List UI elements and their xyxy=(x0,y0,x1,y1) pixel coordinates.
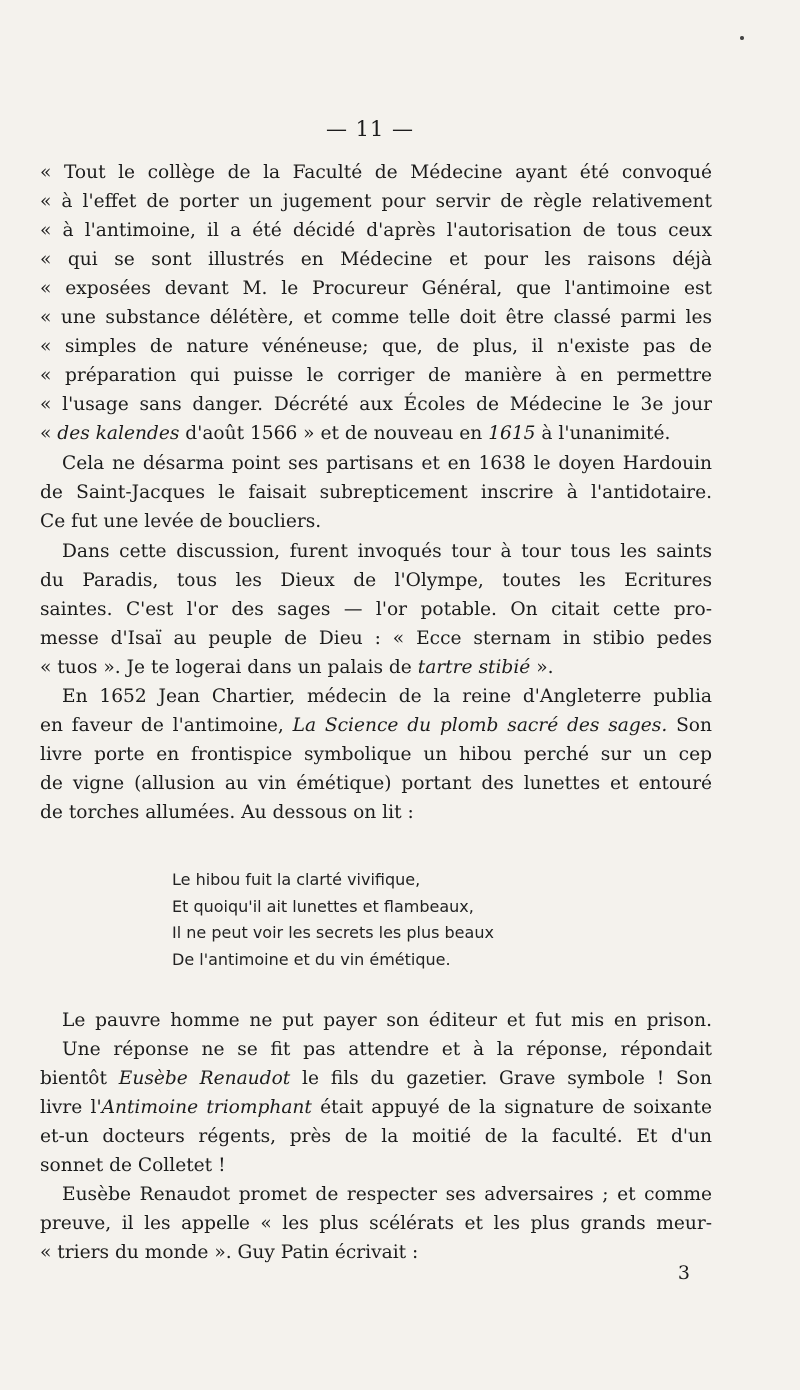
text-line: « à l'effet de porter un jugement pour servir de règle relativement xyxy=(40,191,712,212)
italic-fragment: Antimoine triomphant xyxy=(101,1097,312,1118)
poem xyxy=(172,867,494,973)
text-line: Cela ne désarma point ses partisans et en 1638 le doyen Hardouin xyxy=(62,453,712,474)
text-line: saintes. C'est l'or des sages — l'or potable. On citait cette pro- xyxy=(40,599,712,620)
signature-mark: 3 xyxy=(677,1262,690,1284)
text-line: « préparation qui puisse le corriger de manière à en permettre xyxy=(40,365,712,386)
text-fragment: livre l' xyxy=(40,1097,102,1118)
italic-fragment: La Science du plomb sacré des sages. xyxy=(292,715,668,736)
text-fragment: était appuyé de la signature de soixante xyxy=(311,1097,713,1118)
text-line xyxy=(40,711,712,740)
text-line: de vigne (allusion au vin émétique) portant des lunettes et entouré xyxy=(40,773,712,794)
italic-fragment: Eusèbe Renaudot xyxy=(118,1068,291,1089)
text-line: preuve, il les appelle « les plus scélérats et les plus grands meur- xyxy=(40,1213,712,1234)
italic-fragment: 1615 xyxy=(488,423,536,444)
text-line: En 1652 Jean Chartier, médecin de la reine d'Angleterre publia xyxy=(62,686,712,707)
italic-fragment: des kalendes xyxy=(57,423,180,444)
text-line: sonnet de Colletet ! xyxy=(40,1155,226,1176)
text-line: et-un docteurs régents, près de la moitié de la faculté. Et d'un xyxy=(40,1126,712,1147)
text-line: Dans cette discussion, furent invoqués tour à tour tous les saints xyxy=(62,541,712,562)
text-line: « à l'antimoine, il a été décidé d'après l'autorisation de tous ceux xyxy=(40,220,712,241)
text-line: « exposées devant M. le Procureur Général, que l'antimoine est xyxy=(40,278,712,299)
text-line: livre porte en frontispice symbolique un hibou perché sur un cep xyxy=(40,744,712,765)
text-fragment: d'août 1566 » et de nouveau en xyxy=(179,423,489,444)
text-line: Le pauvre homme ne put payer son éditeur et fut mis en prison. xyxy=(62,1010,712,1031)
text-fragment: en faveur de l'antimoine, xyxy=(40,715,293,736)
text-line: du Paradis, tous les Dieux de l'Olympe, toutes les Ecritures xyxy=(40,570,712,591)
paragraph xyxy=(40,449,712,536)
text-line: Une réponse ne se fit pas attendre et à la réponse, répondait xyxy=(62,1039,712,1060)
text-line: « simples de nature vénéneuse; que, de plus, il n'existe pas de xyxy=(40,336,712,357)
text-line: « triers du monde ». Guy Patin écrivait : xyxy=(40,1242,419,1263)
text-line: « une substance délétère, et comme telle doit être classé parmi les xyxy=(40,307,712,328)
text-line xyxy=(40,419,712,448)
text-line: Eusèbe Renaudot promet de respecter ses adversaires ; et comme xyxy=(62,1184,712,1205)
text-line xyxy=(40,1093,712,1122)
text-fragment: le fils du gazetier. Grave symbole ! Son xyxy=(290,1068,712,1089)
poem-line: Et quoiqu'il ait lunettes et flambeaux, xyxy=(172,896,474,916)
text-line: « Tout le collège de la Faculté de Médecine ayant été convoqué xyxy=(40,162,712,183)
paragraph xyxy=(40,682,712,827)
text-line: Ce fut une levée de boucliers. xyxy=(40,511,322,532)
text-fragment: ». xyxy=(530,657,554,678)
ink-speck xyxy=(740,36,744,40)
text-line: « l'usage sans danger. Décrété aux Écoles de Médecine le 3e jour xyxy=(40,394,712,415)
poem-line: Il ne peut voir les secrets les plus beaux xyxy=(172,923,494,942)
text-line xyxy=(40,653,712,682)
text-fragment: bientôt xyxy=(40,1068,119,1089)
poem-line: De l'antimoine et du vin émétique. xyxy=(172,949,451,969)
paragraph xyxy=(40,537,712,682)
text-line: « qui se sont illustrés en Médecine et pour les raisons déjà xyxy=(40,249,712,270)
text-line: de torches allumées. Au dessous on lit : xyxy=(40,802,414,823)
paragraph xyxy=(40,1006,712,1267)
page-number: — 11 — xyxy=(325,117,415,141)
text-line: de Saint-Jacques le faisait subrepticement inscrire à l'antidotaire. xyxy=(40,482,712,503)
text-fragment: Son xyxy=(667,715,712,736)
quoted-decree xyxy=(40,158,712,448)
text-fragment: à l'unanimité. xyxy=(535,423,671,444)
text-line: messe d'Isaï au peuple de Dieu : « Ecce sternam in stibio pedes xyxy=(40,628,712,649)
poem-line: Le hibou fuit la clarté vivifique, xyxy=(172,870,421,889)
text-line xyxy=(40,1064,712,1093)
text-fragment: « xyxy=(40,423,58,444)
text-fragment: « tuos ». Je te logerai dans un palais de xyxy=(40,657,418,678)
italic-fragment: tartre stibié xyxy=(417,657,531,678)
